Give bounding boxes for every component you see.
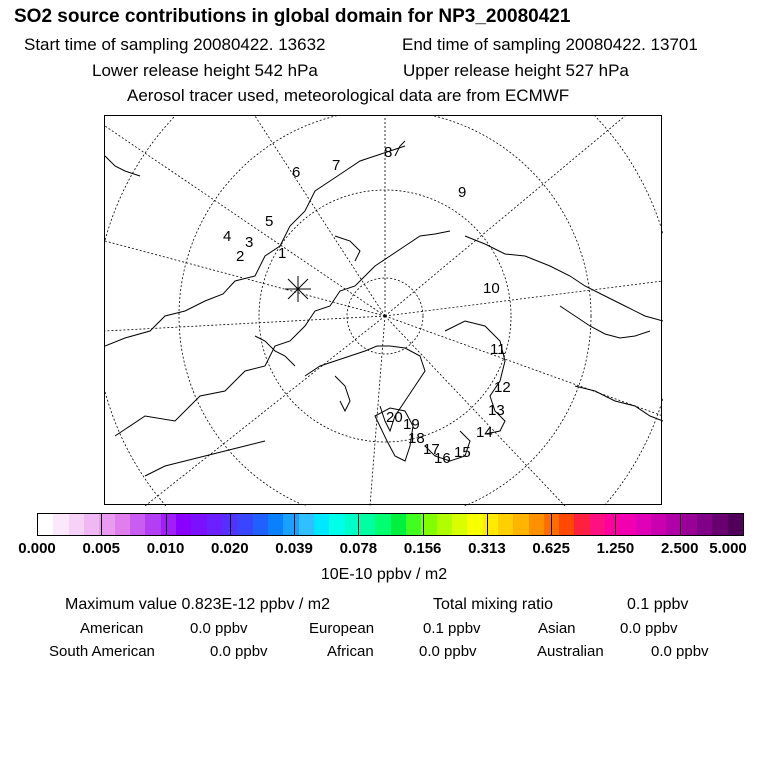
color-scale-cell (145, 514, 160, 535)
color-scale-cell (406, 514, 421, 535)
station-label-20: 20 (386, 409, 403, 426)
total-mixing-label: Total mixing ratio (433, 596, 554, 613)
color-scale-divider (294, 513, 295, 536)
region-name-australian: Australian (537, 643, 604, 660)
region-value-african: 0.0 ppbv (419, 643, 477, 660)
color-scale-cell (191, 514, 206, 535)
color-scale-tick-label: 0.625 (532, 540, 570, 557)
color-scale-cell (283, 514, 298, 535)
color-scale-cell (498, 514, 513, 535)
color-scale-tick-label: 1.250 (596, 540, 635, 557)
color-scale-cell (636, 514, 651, 535)
region-value-asian: 0.0 ppbv (620, 620, 678, 637)
region-name-european: European (309, 620, 375, 637)
color-scale-cell (130, 514, 145, 535)
region-value-european: 0.1 ppbv (423, 620, 481, 637)
color-scale-cell (314, 514, 329, 535)
color-scale-cell (253, 514, 268, 535)
color-scale-cell (391, 514, 406, 535)
color-scale-cell (452, 514, 467, 535)
color-scale-divider (101, 513, 102, 536)
color-scale-cell (712, 514, 727, 535)
station-label-17: 17 (423, 441, 440, 458)
color-scale-cell (299, 514, 314, 535)
color-scale-tick-label: 0.156 (403, 540, 442, 557)
station-label-8: 8 (384, 144, 393, 161)
color-scale-bar (37, 513, 744, 536)
station-label-19: 19 (403, 416, 420, 433)
color-scale-cell (559, 514, 574, 535)
station-label-13: 13 (488, 402, 505, 419)
color-scale-cell (115, 514, 130, 535)
lower-height-label: Lower release height 542 hPa (92, 61, 318, 80)
color-scale-cell (329, 514, 344, 535)
color-scale-divider (615, 513, 616, 536)
color-scale-cell (53, 514, 68, 535)
coastlines (105, 141, 663, 476)
color-scale-cell (620, 514, 635, 535)
color-scale-divider (680, 513, 681, 536)
color-scale-tick-label: 5.000 (709, 540, 747, 557)
station-label-10: 10 (483, 280, 500, 297)
station-label-18: 18 (408, 430, 425, 447)
region-value-australian: 0.0 ppbv (651, 643, 709, 660)
color-scale-cell (375, 514, 390, 535)
latitude-gridlines (105, 116, 663, 506)
polar-map (105, 116, 663, 506)
color-scale-tick-label: 0.039 (275, 540, 313, 557)
color-scale-divider (423, 513, 424, 536)
color-scale-divider (487, 513, 488, 536)
color-scale-tick-label: 0.005 (82, 540, 121, 557)
star-marker (285, 276, 311, 302)
region-name-american: American (80, 620, 144, 637)
color-scale-cell (574, 514, 589, 535)
station-label-1: 1 (278, 245, 287, 262)
color-scale-cell (437, 514, 452, 535)
station-label-16: 16 (434, 450, 451, 467)
station-label-11: 11 (490, 341, 506, 358)
region-value-american: 0.0 ppbv (190, 620, 248, 637)
station-label-14: 14 (476, 424, 493, 441)
region-name-african: African (327, 643, 374, 660)
color-scale-cell (268, 514, 283, 535)
color-scale-cell (69, 514, 84, 535)
color-scale-divider (230, 513, 231, 536)
upper-height-label: Upper release height 527 hPa (403, 61, 629, 80)
longitude-gridlines (105, 116, 663, 506)
color-scale-cell (513, 514, 528, 535)
station-label-7: 7 (332, 157, 341, 174)
color-scale-tick-label: 0.313 (468, 540, 506, 557)
region-name-south-american: South American (49, 643, 155, 660)
map-title: SO2 source contributions in global domain for NP3_20080421 (14, 6, 571, 27)
end-time-label: End time of sampling 20080422. 13701 (402, 35, 698, 54)
tracer-label: Aerosol tracer used, meteorological data are from ECMWF (127, 86, 570, 105)
color-scale-cell (590, 514, 605, 535)
color-scale-unit: 10E-10 ppbv / m2 (320, 566, 448, 583)
color-scale-tick-label: 0.078 (339, 540, 378, 557)
color-scale-cell (605, 514, 620, 535)
color-scale-divider (358, 513, 359, 536)
color-scale-tick-label: 0.000 (18, 540, 56, 557)
color-scale-cell (697, 514, 712, 535)
color-scale-cell (38, 514, 53, 535)
color-scale-cell (360, 514, 375, 535)
color-scale-tick-label: 0.020 (211, 540, 249, 557)
station-label-9: 9 (458, 184, 467, 201)
total-mixing-value: 0.1 ppbv (627, 596, 689, 613)
color-scale-cell (483, 514, 498, 535)
color-scale-cell (682, 514, 697, 535)
color-scale-tick-label: 0.010 (146, 540, 185, 557)
start-time-label: Start time of sampling 20080422. 13632 (24, 35, 326, 54)
color-scale-cell (651, 514, 666, 535)
region-name-asian: Asian (538, 620, 576, 637)
color-scale-tick-label: 2.500 (660, 540, 699, 557)
station-label-12: 12 (494, 379, 511, 396)
station-label-4: 4 (223, 228, 232, 245)
color-scale-divider (166, 513, 167, 536)
color-scale-cell (237, 514, 252, 535)
color-scale-cell (728, 514, 743, 535)
color-scale-cell (176, 514, 191, 535)
region-value-south-american: 0.0 ppbv (210, 643, 268, 660)
station-label-6: 6 (292, 164, 301, 181)
color-scale-cell (529, 514, 544, 535)
station-label-2: 2 (236, 248, 245, 265)
map-panel (104, 115, 662, 505)
station-label-15: 15 (454, 444, 471, 461)
maximum-value-label: Maximum value 0.823E-12 ppbv / m2 (65, 596, 331, 613)
station-label-3: 3 (245, 234, 254, 251)
color-scale-cell (84, 514, 99, 535)
color-scale-cell (207, 514, 222, 535)
color-scale-cell (467, 514, 482, 535)
color-scale-divider (551, 513, 552, 536)
station-label-5: 5 (265, 213, 274, 230)
color-scale-cell (161, 514, 176, 535)
